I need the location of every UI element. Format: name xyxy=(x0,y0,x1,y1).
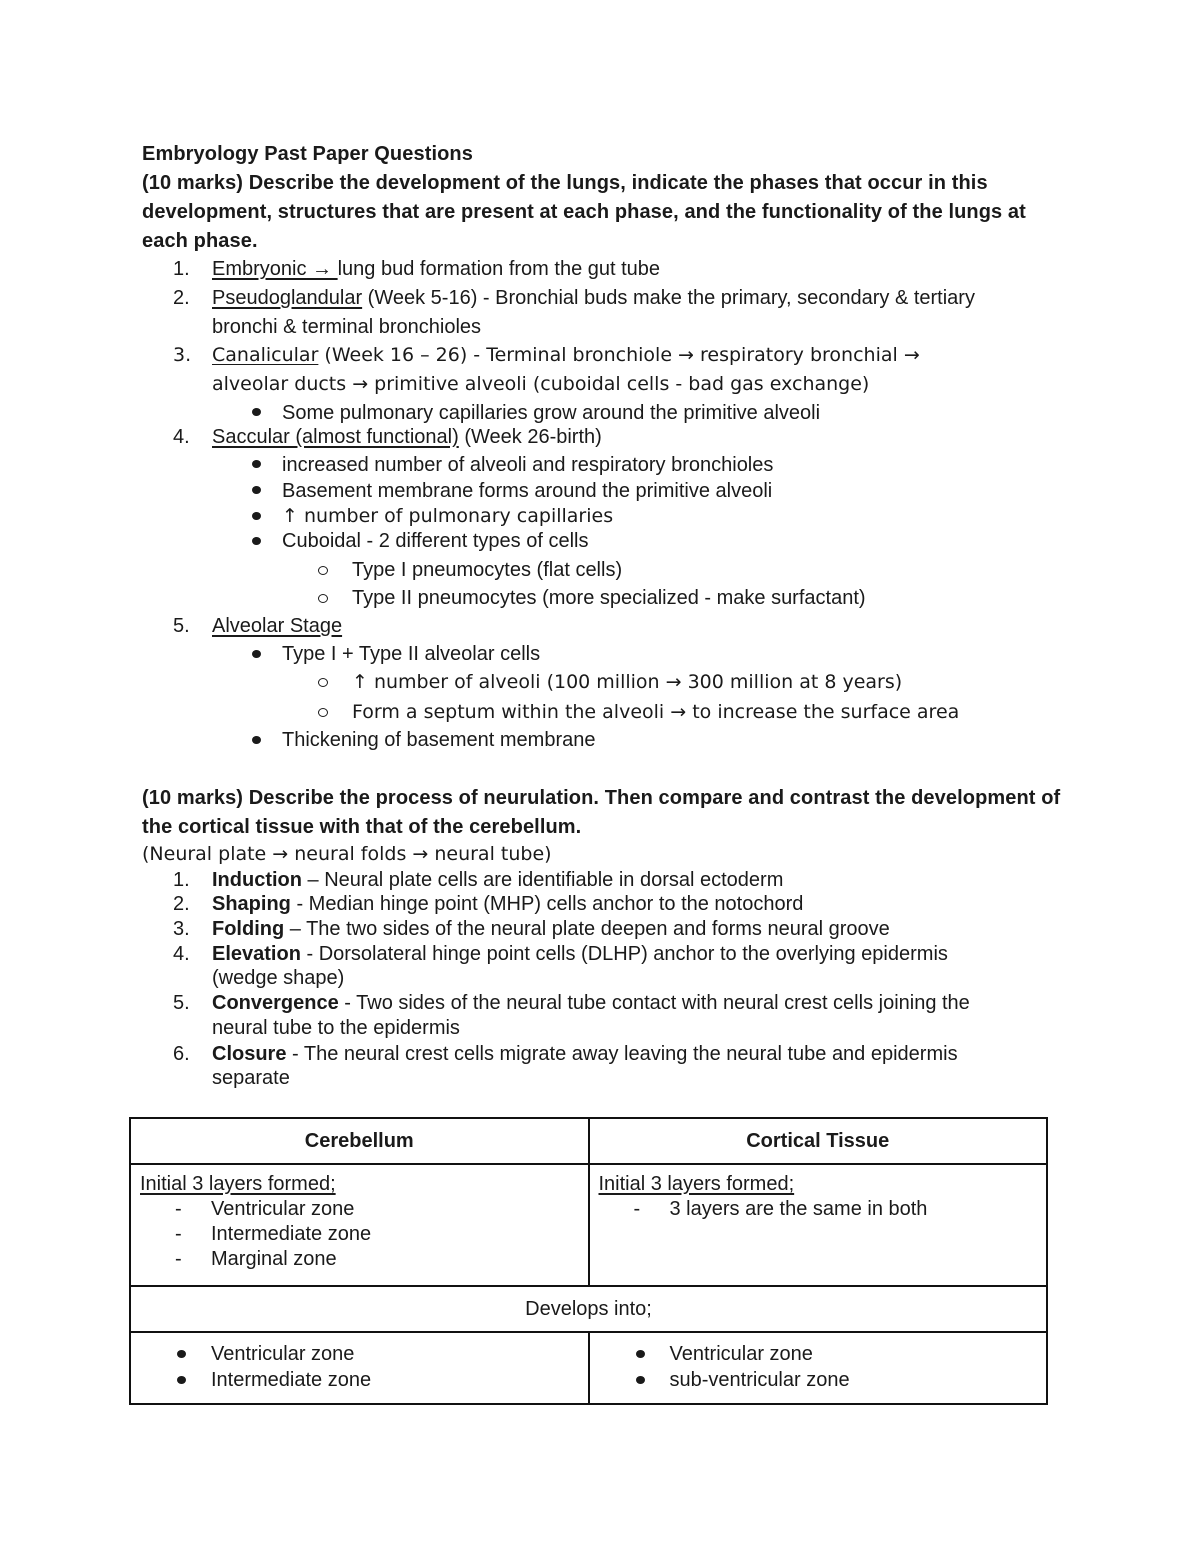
question-2-heading: (10 marks) Describe the process of neurulation. Then compare and contrast the development of the cortical tissue with that of the cerebellum. xyxy=(142,787,1061,838)
layer-item: 3 layers are the same in both xyxy=(669,1198,928,1220)
layer-item: Intermediate zone xyxy=(211,1223,372,1245)
step-text: - Dorsolateral hinge point cells (DLHP) anchor to the overlying epidermis xyxy=(300,943,948,965)
bullet-item: ↑ number of pulmonary capillaries xyxy=(282,505,614,527)
bullet-icon xyxy=(636,1350,645,1358)
question-1-heading: (10 marks) Describe the development of the lungs, indicate the phases that occur in this development, structures that are present at each phase, and the functionality of the lungs at each phase. xyxy=(142,172,1026,252)
bullet-icon xyxy=(252,486,261,494)
step-term: Closure xyxy=(212,1043,287,1065)
develops-item: Ventricular zone xyxy=(211,1343,355,1365)
list-number: 2. xyxy=(173,287,190,309)
bullet-item: Type I + Type II alveolar cells xyxy=(282,643,541,665)
bullet-item: Some pulmonary capillaries grow around the primitive alveoli xyxy=(282,402,821,424)
list-number: 2. xyxy=(173,893,190,915)
step-term: Elevation xyxy=(212,943,301,965)
table-header-row xyxy=(130,1118,1047,1164)
step-term: Folding xyxy=(212,918,285,940)
bullet-icon xyxy=(252,650,261,658)
step-text-continued: (wedge shape) xyxy=(212,967,345,989)
dash-marker: - xyxy=(175,1223,182,1245)
bullet-item: Cuboidal - 2 different types of cells xyxy=(282,530,589,552)
sub-bullet-item: Type II pneumocytes (more specialized - make surfactant) xyxy=(352,587,866,609)
step-term: Convergence xyxy=(212,992,339,1014)
bullet-icon xyxy=(177,1350,186,1358)
phase-label: Saccular (almost functional) xyxy=(212,426,459,448)
develops-into-cell: Develops into; xyxy=(130,1286,1047,1332)
list-number: 3. xyxy=(173,918,190,940)
list-number: 5. xyxy=(173,992,190,1014)
phase-text: (Week 5-16) - Bronchial buds make the primary, secondary & tertiary xyxy=(362,287,975,309)
sub-bullet-item: Form a septum within the alveoli → to increase the surface area xyxy=(352,701,960,723)
phase-text: (Week 26-birth) xyxy=(458,426,602,448)
sub-bullet-icon xyxy=(318,708,328,717)
list-number: 5. xyxy=(173,615,190,637)
phase-label: Canalicular xyxy=(212,344,319,366)
table-row xyxy=(130,1332,1047,1404)
header-cortical-tissue: Cortical Tissue xyxy=(589,1118,1048,1164)
layer-item: Ventricular zone xyxy=(211,1198,355,1220)
list-number: 4. xyxy=(173,426,190,448)
initial-layers-label: Initial 3 layers formed; xyxy=(598,1173,795,1195)
step-text: – The two sides of the neural plate deepen and forms neural groove xyxy=(284,918,890,940)
bullet-icon xyxy=(252,736,261,744)
neurulation-summary: (Neural plate → neural folds → neural tube) xyxy=(142,843,552,865)
dash-marker: - xyxy=(633,1198,641,1220)
cerebellum-develops-cell xyxy=(130,1332,589,1404)
step-term: Induction xyxy=(212,869,302,891)
sub-bullet-item: ↑ number of alveoli (100 million → 300 million at 8 years) xyxy=(352,671,903,693)
bullet-item: Thickening of basement membrane xyxy=(282,729,596,751)
table-row xyxy=(130,1164,1047,1286)
phase-label: Pseudoglandular xyxy=(212,287,363,309)
step-text-continued: separate xyxy=(212,1067,290,1089)
sub-bullet-icon xyxy=(318,678,328,687)
bullet-icon xyxy=(177,1376,186,1384)
list-number: 1. xyxy=(173,258,190,280)
step-term: Shaping xyxy=(212,893,291,915)
phase-label: Alveolar Stage xyxy=(212,615,343,637)
step-text: - Median hinge point (MHP) cells anchor to the notochord xyxy=(290,893,804,915)
cortical-initial-cell xyxy=(589,1164,1048,1286)
table-row xyxy=(130,1286,1047,1332)
develops-item: Intermediate zone xyxy=(211,1369,372,1391)
develops-item: sub-ventricular zone xyxy=(669,1369,850,1391)
step-text: – Neural plate cells are identifiable in dorsal ectoderm xyxy=(301,869,784,891)
list-number: 3. xyxy=(173,344,192,366)
step-text: - Two sides of the neural tube contact with neural crest cells joining the xyxy=(338,992,970,1014)
step-text-continued: neural tube to the epidermis xyxy=(212,1017,460,1039)
phase-text-continued: alveolar ducts → primitive alveoli (cuboidal cells - bad gas exchange) xyxy=(212,373,870,395)
list-number: 1. xyxy=(173,869,190,891)
bullet-icon xyxy=(252,408,261,416)
sub-bullet-icon xyxy=(318,566,328,575)
phase-label: Embryonic → xyxy=(212,258,338,280)
phase-text-continued: bronchi & terminal bronchioles xyxy=(212,316,482,338)
list-number: 6. xyxy=(173,1043,190,1065)
bullet-item: increased number of alveoli and respiratory bronchioles xyxy=(282,454,774,476)
layer-item: Marginal zone xyxy=(211,1248,337,1270)
list-number: 4. xyxy=(173,943,190,965)
step-text: - The neural crest cells migrate away leaving the neural tube and epidermis xyxy=(286,1043,958,1065)
sub-bullet-icon xyxy=(318,594,328,603)
sub-bullet-item: Type I pneumocytes (flat cells) xyxy=(352,559,623,581)
bullet-icon xyxy=(252,537,261,545)
dash-marker: - xyxy=(175,1248,182,1270)
header-cerebellum: Cerebellum xyxy=(130,1118,589,1164)
bullet-item: Basement membrane forms around the primitive alveoli xyxy=(282,480,773,502)
cerebellum-initial-cell xyxy=(130,1164,589,1286)
dash-marker: - xyxy=(175,1198,182,1220)
bullet-icon xyxy=(636,1376,645,1384)
comparison-table xyxy=(129,1117,1048,1405)
develops-item: Ventricular zone xyxy=(669,1343,813,1365)
bullet-icon xyxy=(252,512,261,520)
bullet-icon xyxy=(252,460,261,468)
phase-text: (Week 16 – 26) - Terminal bronchiole → respiratory bronchial → xyxy=(318,344,920,366)
initial-layers-label: Initial 3 layers formed; xyxy=(140,1173,336,1195)
cortical-develops-cell xyxy=(589,1332,1048,1404)
phase-text: lung bud formation from the gut tube xyxy=(337,258,661,280)
document-title: Embryology Past Paper Questions xyxy=(142,143,473,165)
